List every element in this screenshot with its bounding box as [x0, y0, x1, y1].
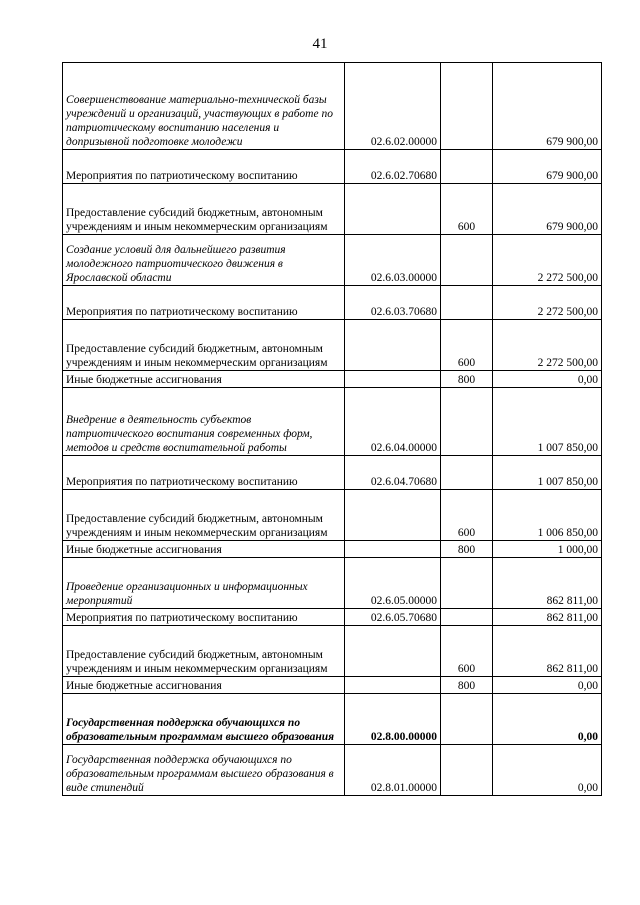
table-row — [63, 626, 602, 677]
row-name-cell: Предоставление субсидий бюджетным, автономным учреждениям и иным некоммерческим организациям — [63, 184, 345, 235]
row-name-cell: Иные бюджетные ассигнования — [63, 677, 345, 694]
row-name-cell: Иные бюджетные ассигнования — [63, 371, 345, 388]
table-row — [63, 541, 602, 558]
row-code-cell — [345, 371, 441, 388]
row-code-cell: 02.6.03.70680 — [345, 286, 441, 320]
row-type-cell — [441, 150, 493, 184]
table-row — [63, 745, 602, 796]
table-row — [63, 286, 602, 320]
row-name-cell: Совершенствование материально-технической базы учреждений и организаций, участвующих в работе по патриотическому воспитанию населения и допризывной подготовке молодежи — [63, 63, 345, 150]
table-row — [63, 456, 602, 490]
row-type-cell: 600 — [441, 490, 493, 541]
row-name-cell: Внедрение в деятельность субъектов патриотического воспитания современных форм, методов и средств воспитательной работы — [63, 388, 345, 456]
row-name-cell: Создание условий для дальнейшего развития молодежного патриотического движения в Ярославской области — [63, 235, 345, 286]
row-type-cell: 800 — [441, 371, 493, 388]
table-row — [63, 371, 602, 388]
row-code-cell — [345, 320, 441, 371]
row-code-cell: 02.6.02.70680 — [345, 150, 441, 184]
row-type-cell — [441, 63, 493, 150]
row-code-cell — [345, 184, 441, 235]
table-row — [63, 388, 602, 456]
table-row — [63, 677, 602, 694]
row-amount-cell: 0,00 — [493, 371, 602, 388]
row-type-cell: 600 — [441, 184, 493, 235]
row-name-cell: Проведение организационных и информационных мероприятий — [63, 558, 345, 609]
row-amount-cell: 862 811,00 — [493, 626, 602, 677]
table-row — [63, 609, 602, 626]
row-type-cell — [441, 609, 493, 626]
row-code-cell: 02.6.04.70680 — [345, 456, 441, 490]
row-name-cell: Мероприятия по патриотическому воспитанию — [63, 609, 345, 626]
row-amount-cell: 862 811,00 — [493, 558, 602, 609]
row-amount-cell: 0,00 — [493, 694, 602, 745]
row-amount-cell: 1 007 850,00 — [493, 388, 602, 456]
row-code-cell: 02.6.05.70680 — [345, 609, 441, 626]
row-amount-cell: 1 000,00 — [493, 541, 602, 558]
row-type-cell — [441, 456, 493, 490]
row-name-cell: Предоставление субсидий бюджетным, автономным учреждениям и иным некоммерческим организациям — [63, 490, 345, 541]
table-row — [63, 558, 602, 609]
row-code-cell — [345, 490, 441, 541]
row-type-cell — [441, 286, 493, 320]
row-amount-cell: 679 900,00 — [493, 63, 602, 150]
row-name-cell: Предоставление субсидий бюджетным, автономным учреждениям и иным некоммерческим организациям — [63, 626, 345, 677]
table-row — [63, 235, 602, 286]
row-code-cell — [345, 626, 441, 677]
row-code-cell: 02.6.04.00000 — [345, 388, 441, 456]
row-name-cell: Иные бюджетные ассигнования — [63, 541, 345, 558]
row-type-cell: 800 — [441, 677, 493, 694]
row-type-cell — [441, 558, 493, 609]
table-row — [63, 320, 602, 371]
row-type-cell — [441, 694, 493, 745]
table-row — [63, 694, 602, 745]
table-row — [63, 490, 602, 541]
row-type-cell — [441, 388, 493, 456]
row-amount-cell: 862 811,00 — [493, 609, 602, 626]
row-type-cell — [441, 745, 493, 796]
budget-table — [62, 62, 602, 796]
row-code-cell: 02.8.01.00000 — [345, 745, 441, 796]
row-type-cell: 800 — [441, 541, 493, 558]
row-amount-cell: 2 272 500,00 — [493, 286, 602, 320]
row-type-cell — [441, 235, 493, 286]
table-row — [63, 150, 602, 184]
row-code-cell: 02.6.02.00000 — [345, 63, 441, 150]
row-name-cell: Государственная поддержка обучающихся по образовательным программам высшего образования — [63, 694, 345, 745]
row-type-cell: 600 — [441, 320, 493, 371]
row-amount-cell: 2 272 500,00 — [493, 320, 602, 371]
row-code-cell: 02.6.03.00000 — [345, 235, 441, 286]
row-amount-cell: 2 272 500,00 — [493, 235, 602, 286]
row-amount-cell: 0,00 — [493, 745, 602, 796]
row-type-cell: 600 — [441, 626, 493, 677]
row-code-cell: 02.8.00.00000 — [345, 694, 441, 745]
row-code-cell — [345, 677, 441, 694]
row-name-cell: Государственная поддержка обучающихся по образовательным программам высшего образования в виде стипендий — [63, 745, 345, 796]
row-code-cell — [345, 541, 441, 558]
row-amount-cell: 0,00 — [493, 677, 602, 694]
row-name-cell: Предоставление субсидий бюджетным, автономным учреждениям и иным некоммерческим организациям — [63, 320, 345, 371]
row-amount-cell: 1 006 850,00 — [493, 490, 602, 541]
row-amount-cell: 1 007 850,00 — [493, 456, 602, 490]
row-amount-cell: 679 900,00 — [493, 150, 602, 184]
row-name-cell: Мероприятия по патриотическому воспитанию — [63, 150, 345, 184]
table-row — [63, 184, 602, 235]
row-amount-cell: 679 900,00 — [493, 184, 602, 235]
table-row — [63, 63, 602, 150]
row-name-cell: Мероприятия по патриотическому воспитанию — [63, 286, 345, 320]
page-number: 41 — [312, 36, 328, 52]
row-name-cell: Мероприятия по патриотическому воспитанию — [63, 456, 345, 490]
row-code-cell: 02.6.05.00000 — [345, 558, 441, 609]
